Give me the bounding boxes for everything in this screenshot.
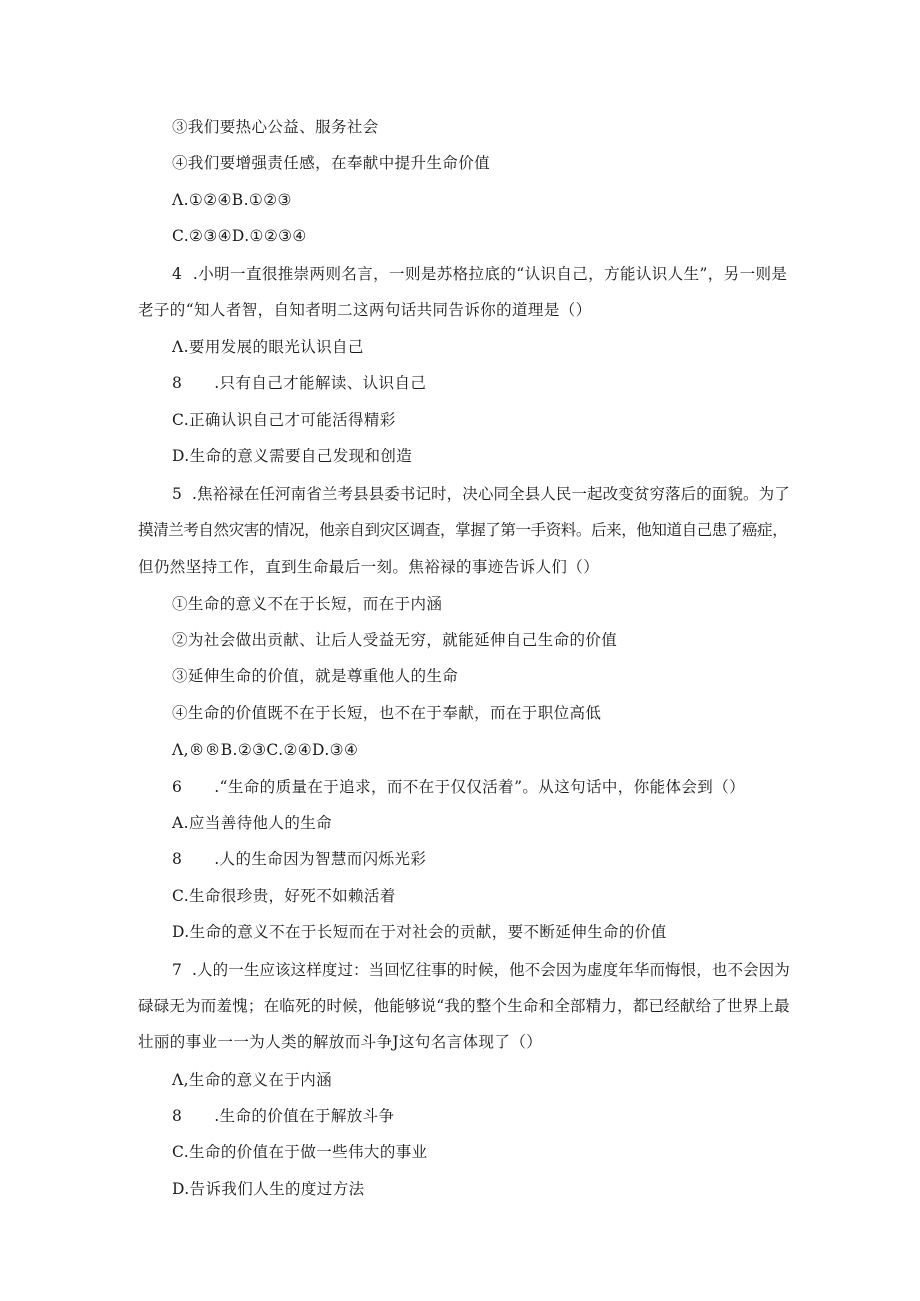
option-b: 8 .只有自己才能解读、认识自己 xyxy=(172,374,427,392)
option-c: C.正确认识自己才可能活得精彩 xyxy=(172,411,396,429)
text-line: ④我们要增强责任感，在奉献中提升生命价值 xyxy=(172,154,491,172)
question-7-cont: 碌碌无为而羞愧；在临死的时候，他能够说“我的整个生命和全部精力，都已经献给了世界上最 xyxy=(138,997,790,1015)
option-a: A.应当善待他人的生命 xyxy=(172,814,333,832)
question-7-cont: 壮丽的事业一一为人类的解放而斗争J这句名言体现了（） xyxy=(138,1033,543,1051)
option-a: Λ,生命的意义在于内涵 xyxy=(172,1071,333,1089)
question-5: 5 .焦裕禄在任河南省兰考县县委书记时，决心同全县人民一起改变贫穷落后的面貌。为了 xyxy=(172,485,790,503)
option-c: C.生命很珍贵，好死不如赖活着 xyxy=(172,887,396,905)
option-d: D.生命的意义不在于长短而在于对社会的贡献，要不断延伸生命的价值 xyxy=(172,923,667,941)
option-c: C.生命的价值在于做一些伟大的事业 xyxy=(172,1143,428,1161)
option-a: Λ.要用发展的眼光认识自己 xyxy=(172,338,364,356)
question-7: 7 .人的一生应该这样度过：当回忆往事的时候，他不会因为虚度年华而悔恨，也不会因为 xyxy=(172,961,790,979)
text-line: ③我们要热心公益、服务社会 xyxy=(172,118,379,136)
question-5-cont: 但仍然坚持工作，直到生命最后一刻。焦裕禄的事迹告诉人们（） xyxy=(138,558,600,576)
question-4-cont: 老子的“知人者智，自知者明二这两句话共同告诉你的道理是（） xyxy=(138,301,592,319)
statement: ④生命的价值既不在于长短，也不在于奉献，而在于职位高低 xyxy=(172,704,602,722)
answer-choices: Λ,®®B.②③C.②④D.③④ xyxy=(172,741,359,759)
answer-choices: Λ.①②④B.①②③ xyxy=(172,191,292,209)
answer-choices: C.②③④D.①②③④ xyxy=(172,227,307,245)
question-5-cont: 摸清兰考自然灾害的情况，他亲自到灾区调查，掌握了第一手资料。后来，他知道自己患了癌症， xyxy=(138,521,788,539)
option-b: 8 .生命的价值在于解放斗争 xyxy=(172,1107,395,1125)
question-4: 4 .小明一直很推崇两则名言，一则是苏格拉底的“认识自己，方能认识人生”，另一则是 xyxy=(172,265,788,283)
statement: ②为社会做出贡献、让后人受益无穷，就能延伸自己生命的价值 xyxy=(172,631,618,649)
option-d: D.告诉我们人生的度过方法 xyxy=(172,1180,365,1198)
statement: ①生命的意义不在于长短，而在于内涵 xyxy=(172,595,443,613)
question-6: 6 .“生命的质量在于追求，而不在于仅仅活着”。从这句话中，你能体会到（） xyxy=(172,778,746,796)
option-d: D.生命的意义需要自己发现和创造 xyxy=(172,447,413,465)
statement: ③延伸生命的价值，就是尊重他人的生命 xyxy=(172,667,459,685)
option-b: 8 .人的生命因为智慧而闪烁光彩 xyxy=(172,850,427,868)
